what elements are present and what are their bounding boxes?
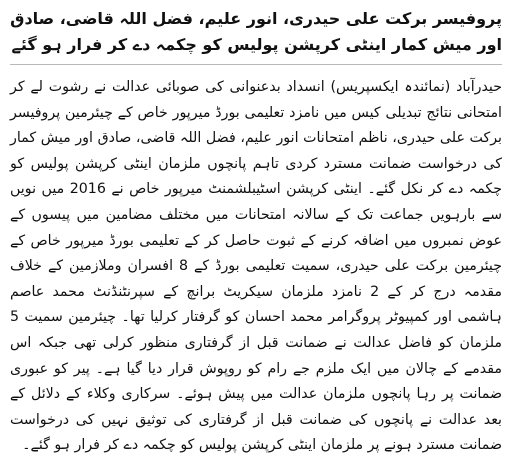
headline-divider bbox=[10, 64, 502, 65]
article-headline: پروفیسر برکت علی حیدری، انور علیم، فضل اللہ قاضی، صادق اور میش کمار اینٹی کرپشن پولیس کو چکمہ دے کر فرار ہو گئے bbox=[10, 9, 502, 54]
article-body: حیدرآباد (نمائندہ ایکسپریس) انسداد بدعنوانی کی صوبائی عدالت نے رشوت لے کر امتحانی نتائج تبدیلی کیس میں نامزد تعلیمی بورڈ میرپور خاص کے چیئرمین پروفیسر برکت علی حیدری، ناظم امتحانات انور علیم، فضل اللہ قاضی، صادق اور میش کمار کی درخواست ضمانت مسترد کردی تاہم پانچوں ملزمان اینٹی کرپشن پولیس کو چکمہ دے کر نکل گئے۔ اینٹی کرپشن اسٹیبلشمنٹ میرپور خاص نے 2016 میں نویں سے بارہویں جماعت تک کے سالانہ امتحانات میں مختلف مضامین میں پیسوں کے عوض نمبروں میں اضافہ کرنے کے ثبوت حاصل کر کے تعلیمی بورڈ میرپور خاص کے چیئرمین برکت علی حیدری، سمیت تعلیمی بورڈ کے 8 افسران وملازمین کے خلاف مقدمہ درج کر کے 2 نامزد ملزمان سیکریٹ برانچ کے سپرنٹنڈنٹ محمد عاصم ہاشمی اور کمپیوٹر پروگرامر محمد احسان کو گرفتار کرلیا تھا۔ چیئرمین سمیت 5 ملزمان کو فاضل عدالت نے ضمانت قبل از گرفتاری منظور کرلی تھی جبکہ اس مقدمے کے چالان میں ایک ملزم جے رام کو روپوش قرار دیا گیا ہے۔ پیر کو عبوری ضمانت پر رہا پانچوں ملزمان عدالت میں پیش ہوئے۔ سرکاری وکلاء کے دلائل کے بعد عدالت نے پانچوں کی ضمانت قبل از گرفتاری کی توثیق نہیں کی درخواست ضمانت مسترد ہونے پر ملزمان اینٹی کرپشن پولیس کو چکمہ دے کر فرار ہو گئے۔ bbox=[10, 79, 503, 454]
